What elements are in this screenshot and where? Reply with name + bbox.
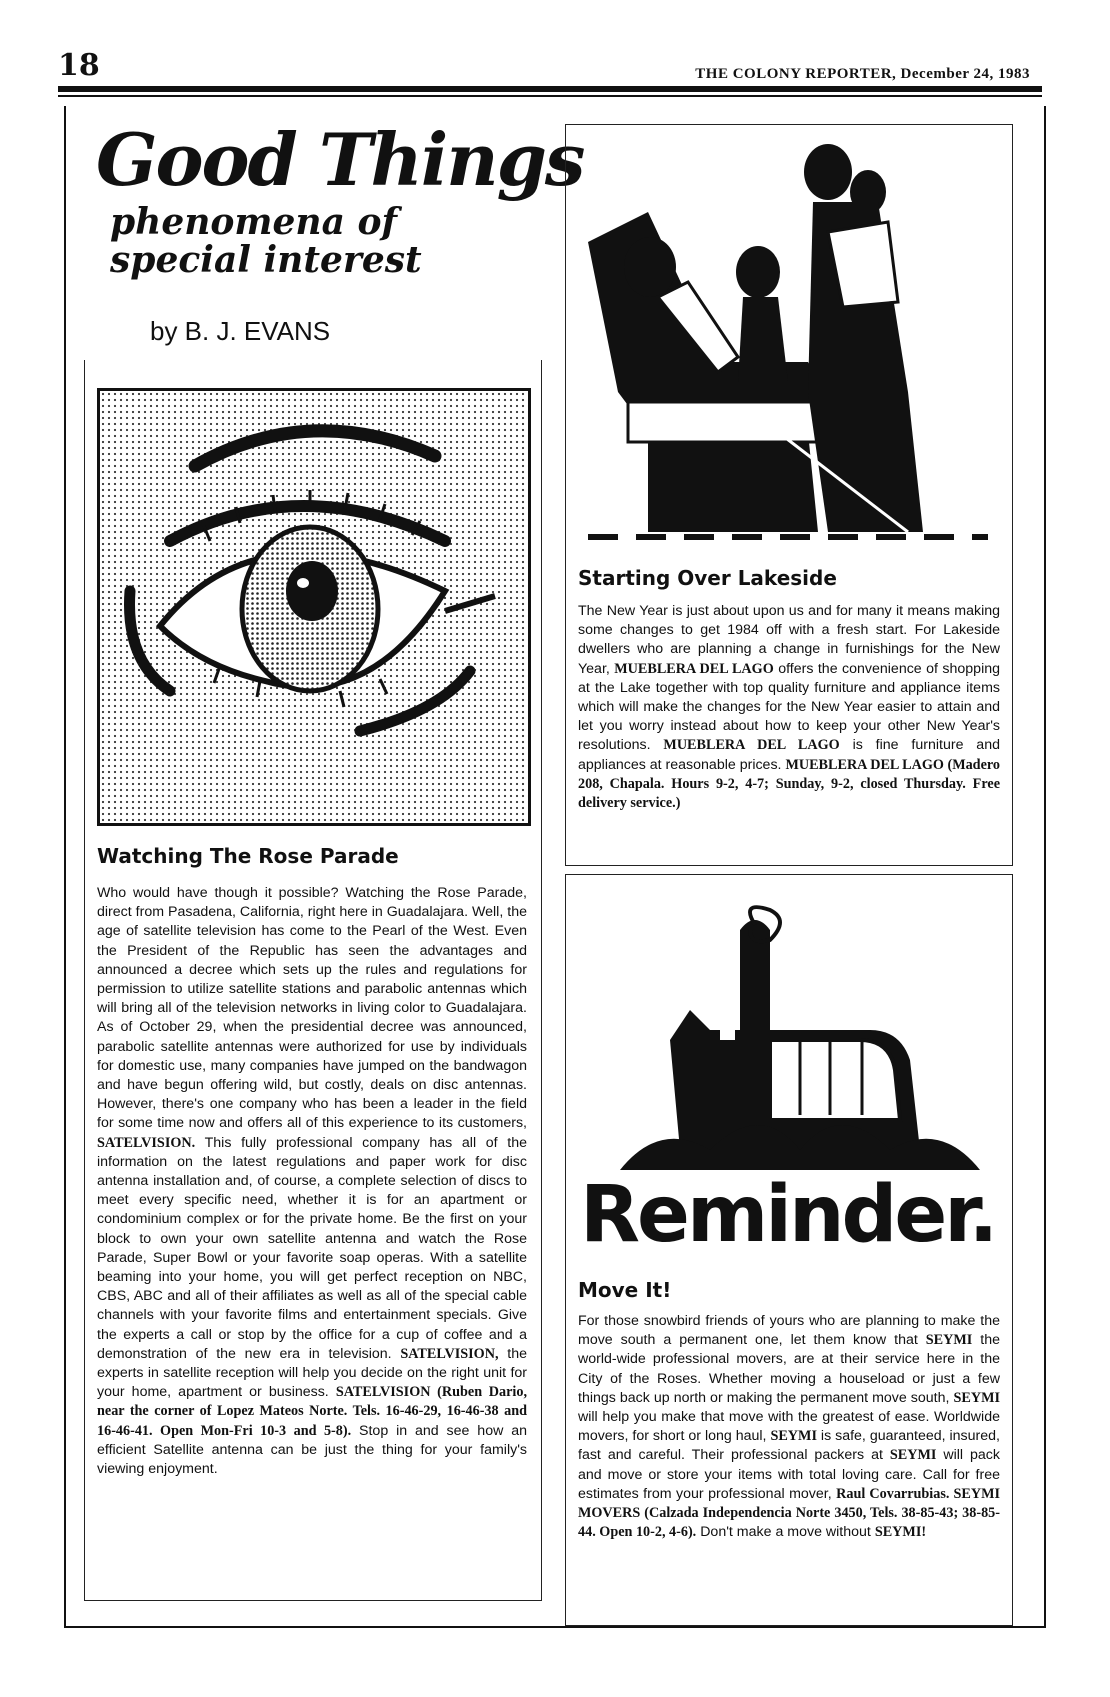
eye-illustration <box>97 388 531 826</box>
move-it-text-3: will help you make that move with the greatest of ease. Worldwide movers, for short or long haul, <box>578 1409 1000 1445</box>
byline: by B. J. EVANS <box>150 316 331 346</box>
reminder-word: Reminder. <box>580 1170 996 1260</box>
column-subtitle-line2: special interest <box>110 238 422 281</box>
rose-parade-text-2: This fully professional company has all of the information on the latest regulations and paper work for disc antenna installation and, of course, a complete selection of discs to meet every specific need, whether it is for an apartment or condominium complex or for the private home. Be the first on your block to own your own satellite antenna and watch the Rose Parade, Super Bowl or your favorite soap operas. With a satellite beaming into your home, you will get perfect reception on NBC, CBS, ABC and all of their affiliates as well as all of the special cable channels with your favorite films and entertainment specials. Give the experts a call or stop by the office for a cup of coffee and a demonstration of the new era in television. <box>97 1134 527 1362</box>
move-it-text-5: will pack and move or store your items with total loving care. Call for free estimates from your professional mover, <box>578 1447 1000 1502</box>
move-it-bold-3: SEYMI <box>770 1428 817 1445</box>
column-subtitle <box>110 201 422 281</box>
move-it-bold-4: SEYMI <box>889 1447 937 1464</box>
starting-over-bold-3: MUEBLERA DEL LAGO (Madero 208, Chapala. Hours 9-2, 4-7; Sunday, 9-2, closed Thursday. Free delivery service.) <box>578 756 1000 812</box>
rose-parade-body <box>97 884 527 1479</box>
move-it-bold-5: Raul Covarrubias. SEYMI MOVERS (Calzada Independencia Norte 3450, Tels. 38-85-43; 38-85-44. Open 10-2, 4-6). <box>578 1485 1000 1541</box>
header-rule <box>58 86 1042 92</box>
starting-over-text-2: offers the convenience of shopping at the Lake together with top quality furniture and appliance items which will make the changes for the New Year easier to attain and let you worry instead about how to keep your other New Year's resolutions. <box>578 660 1000 754</box>
move-it-heading: Move It! <box>578 1278 672 1302</box>
eye-icon <box>100 391 528 823</box>
rose-parade-bold-1: SATELVISION. <box>97 1134 196 1151</box>
move-it-text-2: the world-wide professional movers, are at their service here in the City of the Roses. Whether moving a houseload or just a few things back up north or making the permanent move south, <box>578 1332 1000 1406</box>
rose-parade-bold-2: SATELVISION, <box>400 1345 499 1362</box>
move-it-text-1: For those snowbird friends of yours who are planning to make the move south a permanent one, let them know that <box>578 1313 1000 1349</box>
starting-over-text-3: is fine furniture and appliances at reasonable prices. <box>578 737 1000 773</box>
finger-string-icon <box>600 890 1000 1180</box>
masthead: THE COLONY REPORTER, December 24, 1983 <box>695 66 1030 82</box>
starting-over-bold-1: MUEBLERA DEL LAGO <box>614 660 774 677</box>
move-it-bold-6: SEYMI! <box>874 1524 927 1541</box>
move-it-text-6: Don't make a move without <box>700 1524 871 1541</box>
starting-over-heading: Starting Over Lakeside <box>578 566 837 590</box>
rose-parade-bold-3: SATELVISION (Ruben Dario, near the corner of Lopez Mateos Norte. Tels. 16-46-29, 16-46-38 and 16-46-41. Open Mon-Fri 10-3 and 5-8). <box>97 1384 527 1439</box>
move-it-body <box>578 1312 1000 1542</box>
move-it-text-4: is safe, guaranteed, insured, fast and careful. Their professional packers at <box>578 1428 1000 1464</box>
starting-over-text-1: The New Year is just about upon us and for many it means making some changes to get 1984 off with a fresh start. For Lakeside dwellers who are planning a change in furnishings for the New Year, <box>578 603 1000 677</box>
page-number: 18 <box>58 48 100 83</box>
rose-parade-heading: Watching The Rose Parade <box>97 844 399 868</box>
rose-parade-text-4: Stop in and see how an efficient Satellite antenna can be just the thing for your family's viewing enjoyment. <box>97 1422 527 1478</box>
column-subtitle-line1: phenomena of <box>110 201 397 243</box>
column-title: Good Things <box>96 117 584 202</box>
move-it-bold-2: SEYMI <box>953 1389 1000 1406</box>
move-it-bold-1: SEYMI <box>925 1332 973 1349</box>
starting-over-body <box>578 602 1000 813</box>
header-rule-thin <box>58 95 1042 97</box>
rose-parade-text-3: the experts in satellite reception will help you decide on the right unit for your home, apartment or business. <box>97 1345 527 1401</box>
family-illustration <box>578 132 1000 552</box>
starting-over-bold-2: MUEBLERA DEL LAGO <box>663 737 840 754</box>
rose-parade-text-1: Who would have though it possible? Watching the Rose Parade, direct from Pasadena, California, right here in Guadalajara. Well, the age of satellite television has come to the Pearl of the West. Even the President of the Republic has seen the advantages and announced a decree which sets up the rules and regulations for permission to utilize satellite stations and parabolic antennas which will bring all of the television networks in living color to Guadalajara. As of October 29, when the presidential decree was announced, parabolic satellite antennas were authorized for use by individuals for domestic use, many companies have jumped on the bandwagon and have begun offering wild, but costly, deals on disc antennas. However, there's one company who has been a leader in the field for some time now and offers all of this experience to its customers, <box>97 885 527 1132</box>
reminder-illustration <box>600 890 1000 1180</box>
family-furniture-icon <box>578 132 1000 552</box>
